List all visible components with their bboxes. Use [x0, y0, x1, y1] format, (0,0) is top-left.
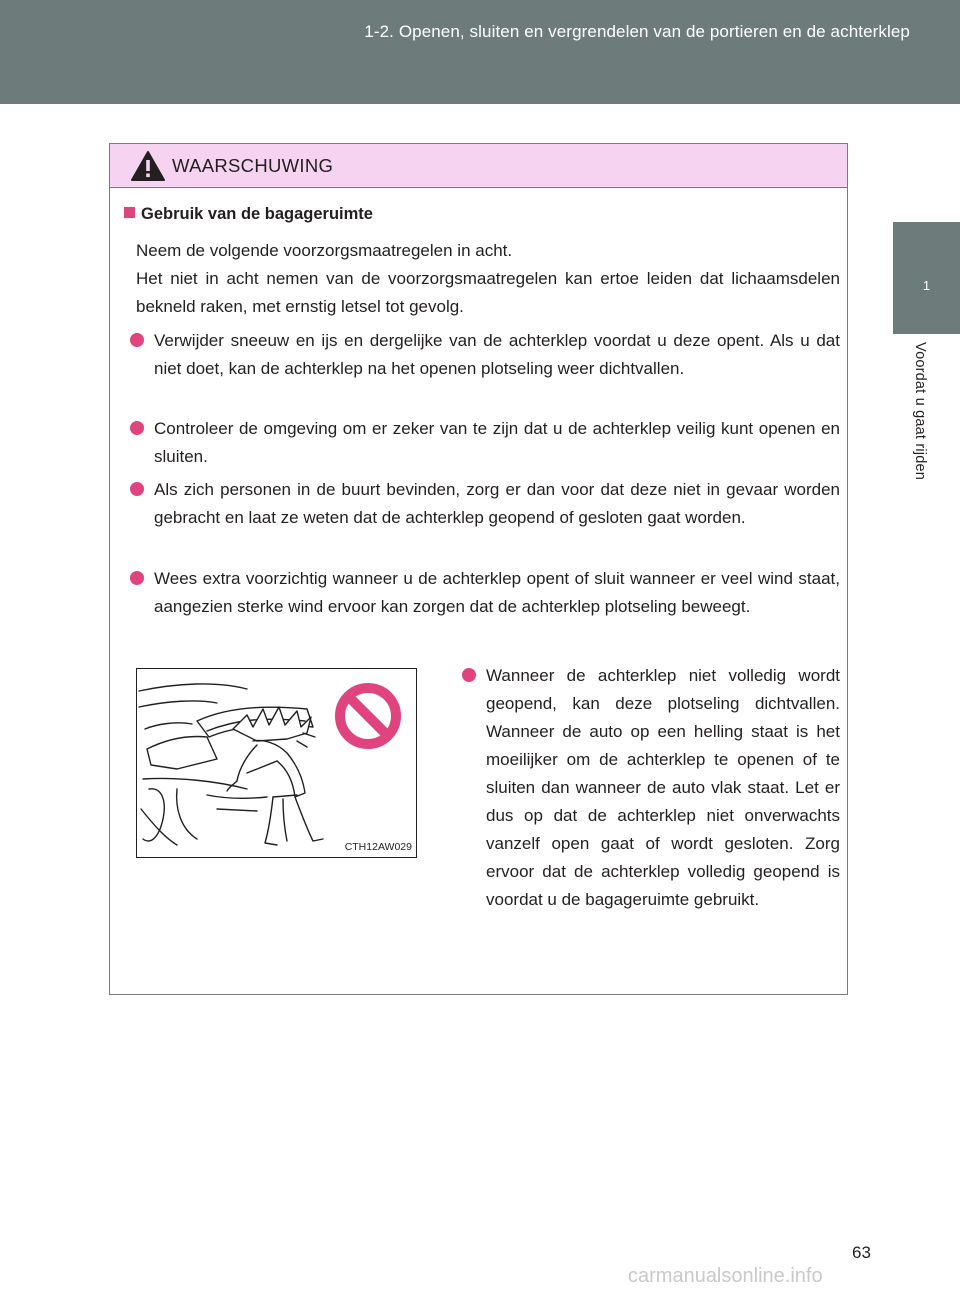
watermark: carmanualsonline.info [628, 1265, 823, 1287]
page-number: 63 [852, 1243, 871, 1262]
list-item-text: Wees extra voorzichtig wanneer u de achterklep opent of sluit wanneer er veel wind staat, aangezien sterke wind ervoor kan zorgen dat de achterklep plotseling beweegt. [154, 569, 840, 616]
square-bullet-icon [124, 207, 135, 218]
bullet-dot-icon [130, 333, 144, 347]
list-item [130, 565, 840, 621]
list-item [462, 662, 840, 914]
warning-triangle-icon [130, 150, 166, 182]
chapter-header-title: 1-2. Openen, sluiten en vergrendelen van de portieren en de achterklep [364, 22, 910, 41]
list-item-text: Als zich personen in de buurt bevinden, zorg er dan voor dat deze niet in gevaar worden gebracht en laat ze weten dat de achterklep geopend of gesloten gaat worden. [154, 480, 840, 527]
chapter-side-tab [893, 222, 960, 334]
section-title-text: Gebruik van de bagageruimte [141, 205, 373, 223]
warning-title: WAARSCHUWING [172, 155, 334, 176]
bullet-dot-icon [130, 482, 144, 496]
figure-code: CTH12AW029 [344, 841, 412, 853]
warning-header [110, 144, 847, 188]
list-item-text: Wanneer de achterklep niet volledig wordt geopend, kan deze plotseling dichtvallen. Wanneer de auto op een helling staat is het moeilijker om de achterklep te openen of te sluiten dan wanneer de auto vlak staat. Let er dus op dat de achterklep niet onverwachts vanzelf open gaat of wordt gesloten. Zorg ervoor dat de achterklep volledig geopend is voordat u de bagageruimte gebruikt. [486, 666, 840, 909]
bullet-dot-icon [130, 421, 144, 435]
warning-box [109, 143, 848, 995]
list-item [130, 415, 840, 471]
list-item-text: Verwijder sneeuw en ijs en dergelijke van de achterklep voordat u deze opent. Als u dat niet doet, kan de achterklep na het openen plotseling weer dichtvallen. [154, 331, 840, 378]
tailgate-illustration [136, 668, 417, 858]
chapter-side-label: Voordat u gaat rijden [912, 342, 928, 481]
list-item [130, 327, 840, 383]
header-bar [0, 0, 960, 104]
chapter-number: 1 [922, 278, 931, 293]
prohibited-icon [333, 681, 403, 751]
list-item [130, 476, 840, 532]
section-title [124, 205, 373, 224]
intro-paragraph-1: Neem de volgende voorzorgsmaatregelen in acht. [136, 241, 513, 260]
intro-paragraph-2: Het niet in acht nemen van de voorzorgsmaatregelen kan ertoe leiden dat lichaamsdelen bekneld raken, met ernstig letsel tot gevolg. [136, 269, 840, 316]
list-item-text: Controleer de omgeving om er zeker van te zijn dat u de achterklep veilig kunt openen en sluiten. [154, 419, 840, 466]
bullet-dot-icon [130, 571, 144, 585]
bullet-dot-icon [462, 668, 476, 682]
